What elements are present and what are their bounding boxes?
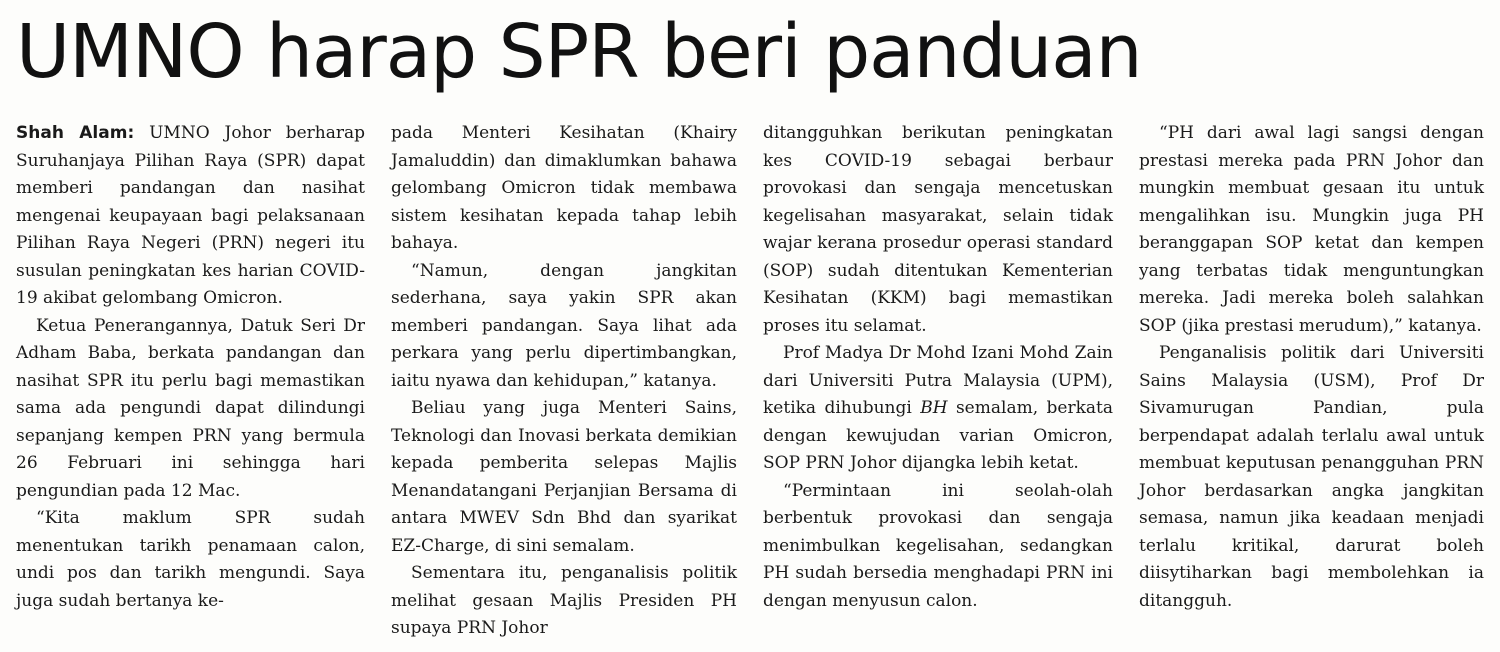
article-paragraph: “Permintaan ini seolah-olah berbentuk provokasi dan sengaja menimbulkan kegelisahan, sedangkan PH sudah bersedia menghadapi PRN ini dengan menyusun calon. xyxy=(763,480,1113,611)
article-column-2 xyxy=(391,120,737,643)
paragraph-text: UMNO Johor berharap Suruhanjaya Pilihan Raya (SPR) dapat memberi pandangan dan nasihat mengenai keupayaan bagi pelaksanaan Pilihan Raya Negeri (PRN) negeri itu susulan peningkatan kes harian COVID-19 akibat gelombang Omicron. xyxy=(16,123,366,308)
article-paragraph: ditangguhkan berikutan peningkatan kes COVID-19 sebagai berbaur provokasi dan sengaja mencetuskan kegelisahan masyarakat, selain tidak wajar kerana prosedur operasi standard (SOP) sudah ditentukan Kementerian Kesihatan (KKM) bagi memastikan proses itu selamat. xyxy=(763,123,1113,336)
article-column-3 xyxy=(763,120,1113,615)
article-paragraph: “PH dari awal lagi sangsi dengan prestasi mereka pada PRN Johor dan mungkin membuat gesaan itu untuk mengalihkan isu. Mungkin juga PH beranggapan SOP ketat dan kempen yang terbatas tidak menguntungkan mereka. Jadi mereka boleh salahkan SOP (jika prestasi merudum),” katanya. xyxy=(1139,123,1484,336)
paragraph-text: semalam, berkata dengan kewujudan varian Omicron, SOP PRN Johor dijangka lebih ketat. xyxy=(763,398,1113,473)
article-paragraph: Penganalisis politik dari Universiti Sains Malaysia (USM), Prof Dr Sivamurugan Pandian, pula berpendapat adalah terlalu awal untuk membuat keputusan penangguhan PRN Johor berdasarkan angka jangkitan semasa, namun jika keadaan menjadi terlalu kritikal, darurat boleh diisytiharkan bagi membolehkan ia ditangguh. xyxy=(1139,343,1484,611)
article-paragraph: Sementara itu, penganalisis politik melihat gesaan Majlis Presiden PH supaya PRN Johor xyxy=(391,563,737,638)
article-paragraph: “Namun, dengan jangkitan sederhana, saya yakin SPR akan memberi pandangan. Saya lihat ada perkara yang perlu dipertimbangkan, iaitu nyawa dan kehidupan,” katanya. xyxy=(391,260,737,391)
article-column-1 xyxy=(16,120,365,615)
article-paragraph: Beliau yang juga Menteri Sains, Teknologi dan Inovasi berkata demikian kepada pemberita selepas Majlis Menandatangani Perjanjian Bersama di antara MWEV Sdn Bhd dan syarikat EZ-Charge, di sini semalam. xyxy=(391,398,737,556)
headline: UMNO harap SPR beri panduan xyxy=(16,9,1142,95)
article-paragraph: “Kita maklum SPR sudah menentukan tarikh penamaan calon, undi pos dan tarikh mengundi. Saya juga sudah bertanya ke- xyxy=(16,508,365,611)
article-column-4 xyxy=(1139,120,1484,615)
article-paragraph: Ketua Penerangannya, Datuk Seri Dr Adham Baba, berkata pandangan dan nasihat SPR itu perlu bagi memastikan sama ada pengundi dapat dilindungi sepanjang kempen PRN yang bermula 26 Februari ini sehingga hari pengundian pada 12 Mac. xyxy=(16,315,365,501)
paragraph-text: Prof Madya Dr Mohd Izani Mohd Zain dari Universiti Putra Malaysia (UPM), ketika dihubungi xyxy=(763,343,1113,418)
article-paragraph xyxy=(16,120,365,313)
dateline: Shah Alam: xyxy=(16,123,135,143)
publication-name: BH xyxy=(920,398,948,418)
article-paragraph xyxy=(763,340,1113,478)
article-paragraph: pada Menteri Kesihatan (Khairy Jamaluddin) dan dimaklumkan bahawa gelombang Omicron tidak membawa sistem kesihatan kepada tahap lebih bahaya. xyxy=(391,123,737,253)
